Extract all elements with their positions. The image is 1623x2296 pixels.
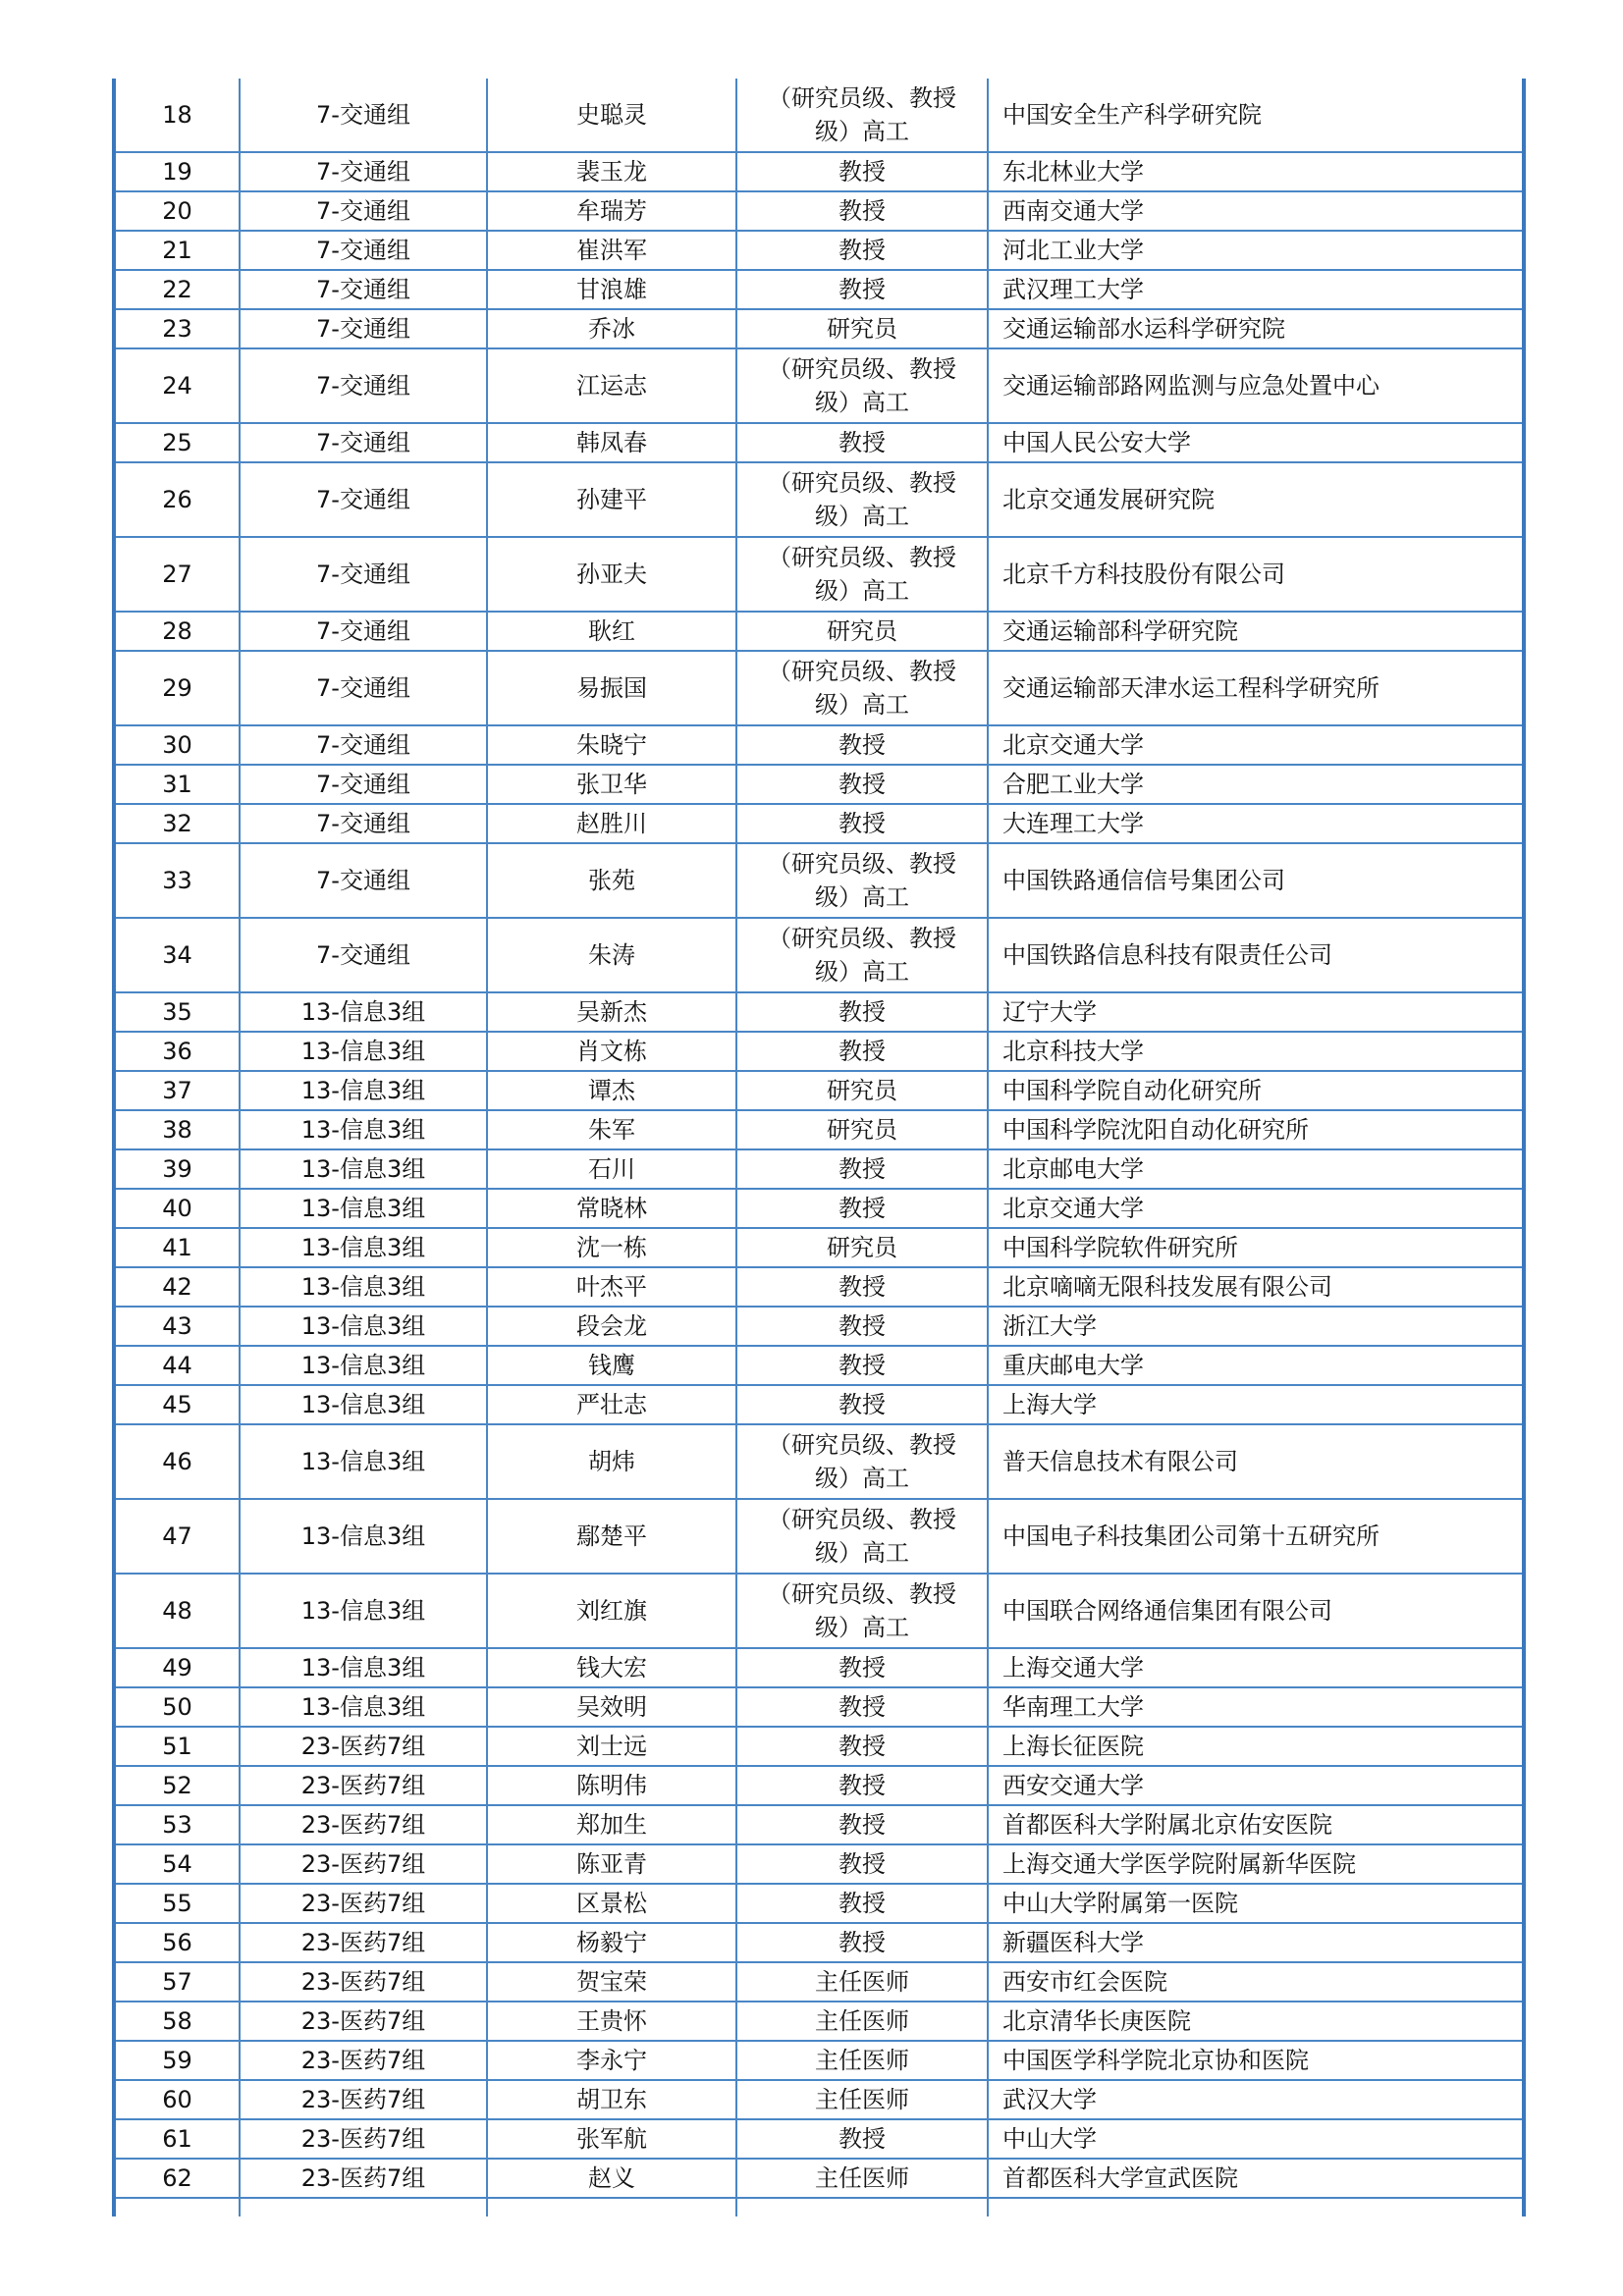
cell-title: （研究员级、教授级）高工: [736, 79, 988, 152]
cell-index: 24: [114, 348, 240, 423]
cell-name: 吴效明: [487, 1687, 736, 1727]
cell-organization: 东北林业大学: [988, 152, 1524, 191]
cell-index: 51: [114, 1727, 240, 1766]
cell-title: 主任医师: [736, 2041, 988, 2080]
cell-name: 钱大宏: [487, 1648, 736, 1687]
table-row: [114, 1424, 1524, 1499]
cell-group: 23-医药7组: [240, 2002, 487, 2041]
cell-name: 胡炜: [487, 1424, 736, 1499]
cell-organization: 北京交通大学: [988, 725, 1524, 765]
cell-group: 23-医药7组: [240, 1805, 487, 1844]
cell-title: 教授: [736, 1189, 988, 1228]
cell-index: 45: [114, 1385, 240, 1424]
cell-title: 教授: [736, 725, 988, 765]
cell-group: 13-信息3组: [240, 992, 487, 1032]
empty-cell: [114, 2198, 240, 2216]
cell-name: 孙建平: [487, 462, 736, 537]
cell-title: 教授: [736, 1385, 988, 1424]
cell-title: 教授: [736, 1923, 988, 1962]
expert-table-body: [114, 79, 1524, 2216]
table-row: [114, 1346, 1524, 1385]
table-row: [114, 1962, 1524, 2002]
cell-group: 23-医药7组: [240, 2041, 487, 2080]
cell-organization: 上海交通大学医学院附属新华医院: [988, 1844, 1524, 1884]
cell-name: 赵义: [487, 2159, 736, 2198]
cell-name: 江运志: [487, 348, 736, 423]
cell-name: 刘红旗: [487, 1574, 736, 1648]
cell-title: 教授: [736, 1307, 988, 1346]
cell-organization: 中国联合网络通信集团有限公司: [988, 1574, 1524, 1648]
cell-group: 13-信息3组: [240, 1687, 487, 1727]
cell-name: 常晓林: [487, 1189, 736, 1228]
cell-index: 43: [114, 1307, 240, 1346]
cell-organization: 中国铁路通信信号集团公司: [988, 843, 1524, 918]
cell-organization: 北京千方科技股份有限公司: [988, 537, 1524, 612]
cell-group: 13-信息3组: [240, 1228, 487, 1267]
cell-name: 刘士远: [487, 1727, 736, 1766]
cell-title: 教授: [736, 1149, 988, 1189]
cell-name: 裴玉龙: [487, 152, 736, 191]
table-row: [114, 992, 1524, 1032]
cell-title: 教授: [736, 191, 988, 231]
table-row: [114, 1884, 1524, 1923]
cell-name: 胡卫东: [487, 2080, 736, 2119]
table-row: [114, 2080, 1524, 2119]
cell-group: 7-交通组: [240, 191, 487, 231]
cell-organization: 北京科技大学: [988, 1032, 1524, 1071]
table-row: [114, 1385, 1524, 1424]
cell-name: 朱晓宁: [487, 725, 736, 765]
cell-index: 56: [114, 1923, 240, 1962]
cell-organization: 上海交通大学: [988, 1648, 1524, 1687]
cell-name: 谭杰: [487, 1071, 736, 1110]
cell-name: 鄢楚平: [487, 1499, 736, 1574]
cell-index: 39: [114, 1149, 240, 1189]
cell-name: 吴新杰: [487, 992, 736, 1032]
cell-name: 陈明伟: [487, 1766, 736, 1805]
cell-name: 易振国: [487, 651, 736, 725]
cell-index: 55: [114, 1884, 240, 1923]
cell-title: 教授: [736, 1805, 988, 1844]
empty-cell: [736, 2198, 988, 2216]
cell-name: 朱军: [487, 1110, 736, 1149]
cell-title: 研究员: [736, 1110, 988, 1149]
cell-title: 研究员: [736, 1228, 988, 1267]
cell-title: 教授: [736, 1648, 988, 1687]
cell-title: 教授: [736, 804, 988, 843]
cell-index: 62: [114, 2159, 240, 2198]
table-row: [114, 1766, 1524, 1805]
cell-name: 叶杰平: [487, 1267, 736, 1307]
table-row: [114, 1267, 1524, 1307]
cell-name: 孙亚夫: [487, 537, 736, 612]
cell-title: 教授: [736, 1687, 988, 1727]
cell-group: 13-信息3组: [240, 1189, 487, 1228]
cell-index: 42: [114, 1267, 240, 1307]
table-row: [114, 2159, 1524, 2198]
cell-organization: 武汉理工大学: [988, 270, 1524, 309]
cell-group: 7-交通组: [240, 423, 487, 462]
cell-name: 崔洪军: [487, 231, 736, 270]
cell-group: 7-交通组: [240, 725, 487, 765]
cell-group: 7-交通组: [240, 462, 487, 537]
cell-group: 23-医药7组: [240, 1962, 487, 2002]
cell-index: 52: [114, 1766, 240, 1805]
cell-organization: 北京交通大学: [988, 1189, 1524, 1228]
cell-group: 7-交通组: [240, 765, 487, 804]
cell-title: 主任医师: [736, 1962, 988, 2002]
cell-index: 49: [114, 1648, 240, 1687]
cell-organization: 交通运输部天津水运工程科学研究所: [988, 651, 1524, 725]
table-row: [114, 1687, 1524, 1727]
cell-index: 61: [114, 2119, 240, 2159]
table-row: [114, 1071, 1524, 1110]
cell-index: 47: [114, 1499, 240, 1574]
cell-group: 13-信息3组: [240, 1574, 487, 1648]
table-row: [114, 462, 1524, 537]
cell-organization: 西安交通大学: [988, 1766, 1524, 1805]
cell-name: 张苑: [487, 843, 736, 918]
table-row: [114, 1228, 1524, 1267]
cell-title: （研究员级、教授级）高工: [736, 537, 988, 612]
cell-name: 朱涛: [487, 918, 736, 992]
cell-title: 教授: [736, 1267, 988, 1307]
cell-name: 牟瑞芳: [487, 191, 736, 231]
cell-name: 钱鹰: [487, 1346, 736, 1385]
expert-table: [112, 79, 1526, 2216]
cell-group: 13-信息3组: [240, 1071, 487, 1110]
cell-index: 29: [114, 651, 240, 725]
cell-organization: 首都医科大学宣武医院: [988, 2159, 1524, 2198]
cell-organization: 交通运输部科学研究院: [988, 612, 1524, 651]
cell-index: 37: [114, 1071, 240, 1110]
cell-group: 23-医药7组: [240, 2159, 487, 2198]
cell-index: 27: [114, 537, 240, 612]
table-row: [114, 765, 1524, 804]
cell-group: 23-医药7组: [240, 1844, 487, 1884]
cell-index: 40: [114, 1189, 240, 1228]
cell-group: 13-信息3组: [240, 1307, 487, 1346]
cell-name: 王贵怀: [487, 2002, 736, 2041]
cell-group: 7-交通组: [240, 804, 487, 843]
table-row: [114, 1110, 1524, 1149]
table-row: [114, 1805, 1524, 1844]
table-row: [114, 2041, 1524, 2080]
cell-name: 沈一栋: [487, 1228, 736, 1267]
cell-group: 13-信息3组: [240, 1149, 487, 1189]
cell-title: 研究员: [736, 309, 988, 348]
cell-index: 23: [114, 309, 240, 348]
cell-organization: 交通运输部水运科学研究院: [988, 309, 1524, 348]
cell-index: 21: [114, 231, 240, 270]
cell-title: （研究员级、教授级）高工: [736, 1499, 988, 1574]
cell-organization: 合肥工业大学: [988, 765, 1524, 804]
cell-group: 7-交通组: [240, 843, 487, 918]
table-row: [114, 1149, 1524, 1189]
cell-index: 31: [114, 765, 240, 804]
cell-organization: 浙江大学: [988, 1307, 1524, 1346]
cell-organization: 华南理工大学: [988, 1687, 1524, 1727]
cell-index: 60: [114, 2080, 240, 2119]
cell-title: 主任医师: [736, 2080, 988, 2119]
cell-name: 段会龙: [487, 1307, 736, 1346]
cell-title: 教授: [736, 1844, 988, 1884]
cell-index: 22: [114, 270, 240, 309]
cell-group: 13-信息3组: [240, 1032, 487, 1071]
cell-title: 教授: [736, 1032, 988, 1071]
cell-index: 25: [114, 423, 240, 462]
cell-title: （研究员级、教授级）高工: [736, 1574, 988, 1648]
cell-name: 耿红: [487, 612, 736, 651]
table-row: [114, 804, 1524, 843]
cell-title: 教授: [736, 992, 988, 1032]
cell-index: 57: [114, 1962, 240, 2002]
table-row: [114, 2119, 1524, 2159]
cell-organization: 首都医科大学附属北京佑安医院: [988, 1805, 1524, 1844]
cell-organization: 中山大学附属第一医院: [988, 1884, 1524, 1923]
cell-organization: 中国科学院沈阳自动化研究所: [988, 1110, 1524, 1149]
cell-name: 陈亚青: [487, 1844, 736, 1884]
cell-title: 教授: [736, 1884, 988, 1923]
cell-index: 48: [114, 1574, 240, 1648]
cell-organization: 新疆医科大学: [988, 1923, 1524, 1962]
cell-organization: 中国医学科学院北京协和医院: [988, 2041, 1524, 2080]
cell-organization: 西安市红会医院: [988, 1962, 1524, 2002]
cell-group: 7-交通组: [240, 651, 487, 725]
cell-index: 38: [114, 1110, 240, 1149]
cell-organization: 北京清华长庚医院: [988, 2002, 1524, 2041]
table-row: [114, 1574, 1524, 1648]
cell-name: 李永宁: [487, 2041, 736, 2080]
cell-name: 区景松: [487, 1884, 736, 1923]
cell-title: （研究员级、教授级）高工: [736, 918, 988, 992]
cell-organization: 中国铁路信息科技有限责任公司: [988, 918, 1524, 992]
cell-organization: 上海长征医院: [988, 1727, 1524, 1766]
table-row: [114, 270, 1524, 309]
cell-group: 23-医药7组: [240, 1727, 487, 1766]
cell-title: 教授: [736, 423, 988, 462]
cell-organization: 普天信息技术有限公司: [988, 1424, 1524, 1499]
table-row: [114, 612, 1524, 651]
table-row: [114, 423, 1524, 462]
cell-index: 50: [114, 1687, 240, 1727]
cell-name: 史聪灵: [487, 79, 736, 152]
table-row: [114, 1189, 1524, 1228]
cell-group: 13-信息3组: [240, 1110, 487, 1149]
cell-name: 韩凤春: [487, 423, 736, 462]
cell-index: 33: [114, 843, 240, 918]
cell-index: 41: [114, 1228, 240, 1267]
cell-name: 贺宝荣: [487, 1962, 736, 2002]
table-row: [114, 651, 1524, 725]
table-row: [114, 1727, 1524, 1766]
cell-title: 教授: [736, 231, 988, 270]
empty-cell: [988, 2198, 1524, 2216]
cell-title: 主任医师: [736, 2002, 988, 2041]
table-row: [114, 537, 1524, 612]
cell-name: 甘浪雄: [487, 270, 736, 309]
cell-name: 郑加生: [487, 1805, 736, 1844]
cell-title: 主任医师: [736, 2159, 988, 2198]
cell-organization: 大连理工大学: [988, 804, 1524, 843]
table-row: [114, 309, 1524, 348]
cell-name: 杨毅宁: [487, 1923, 736, 1962]
cell-organization: 中国电子科技集团公司第十五研究所: [988, 1499, 1524, 1574]
cell-title: （研究员级、教授级）高工: [736, 651, 988, 725]
cell-title: 教授: [736, 1727, 988, 1766]
cell-index: 32: [114, 804, 240, 843]
table-row: [114, 2002, 1524, 2041]
cell-group: 7-交通组: [240, 918, 487, 992]
cell-organization: 上海大学: [988, 1385, 1524, 1424]
table-row: [114, 152, 1524, 191]
cell-index: 44: [114, 1346, 240, 1385]
table-row: [114, 843, 1524, 918]
cell-group: 7-交通组: [240, 231, 487, 270]
cell-title: 教授: [736, 765, 988, 804]
cell-index: 59: [114, 2041, 240, 2080]
cell-name: 肖文栋: [487, 1032, 736, 1071]
cell-index: 18: [114, 79, 240, 152]
cell-organization: 交通运输部路网监测与应急处置中心: [988, 348, 1524, 423]
cell-title: 研究员: [736, 1071, 988, 1110]
cell-index: 26: [114, 462, 240, 537]
cell-organization: 北京交通发展研究院: [988, 462, 1524, 537]
cell-organization: 武汉大学: [988, 2080, 1524, 2119]
table-row: [114, 231, 1524, 270]
cell-group: 13-信息3组: [240, 1385, 487, 1424]
cell-group: 7-交通组: [240, 348, 487, 423]
cell-title: 教授: [736, 1766, 988, 1805]
table-row: [114, 1307, 1524, 1346]
cell-title: （研究员级、教授级）高工: [736, 843, 988, 918]
table-row: [114, 1499, 1524, 1574]
cell-index: 19: [114, 152, 240, 191]
table-row: [114, 725, 1524, 765]
cell-name: 张卫华: [487, 765, 736, 804]
cell-title: 教授: [736, 152, 988, 191]
expert-table-container: [112, 79, 1522, 2216]
cell-index: 46: [114, 1424, 240, 1499]
table-row: [114, 348, 1524, 423]
cell-title: 教授: [736, 2119, 988, 2159]
cell-group: 7-交通组: [240, 79, 487, 152]
cell-organization: 重庆邮电大学: [988, 1346, 1524, 1385]
cell-group: 7-交通组: [240, 270, 487, 309]
table-row: [114, 191, 1524, 231]
cell-index: 30: [114, 725, 240, 765]
cell-group: 7-交通组: [240, 152, 487, 191]
cell-group: 23-医药7组: [240, 2119, 487, 2159]
table-row-continuation: [114, 2198, 1524, 2216]
cell-group: 13-信息3组: [240, 1346, 487, 1385]
cell-index: 54: [114, 1844, 240, 1884]
cell-group: 13-信息3组: [240, 1424, 487, 1499]
cell-name: 严壮志: [487, 1385, 736, 1424]
cell-group: 13-信息3组: [240, 1648, 487, 1687]
cell-index: 34: [114, 918, 240, 992]
cell-organization: 中国科学院软件研究所: [988, 1228, 1524, 1267]
cell-index: 20: [114, 191, 240, 231]
cell-group: 13-信息3组: [240, 1499, 487, 1574]
table-row: [114, 1032, 1524, 1071]
cell-index: 53: [114, 1805, 240, 1844]
cell-index: 28: [114, 612, 240, 651]
cell-group: 23-医药7组: [240, 1766, 487, 1805]
empty-cell: [487, 2198, 736, 2216]
table-row: [114, 1923, 1524, 1962]
cell-organization: 北京邮电大学: [988, 1149, 1524, 1189]
cell-index: 36: [114, 1032, 240, 1071]
empty-cell: [240, 2198, 487, 2216]
cell-organization: 中国科学院自动化研究所: [988, 1071, 1524, 1110]
cell-index: 58: [114, 2002, 240, 2041]
table-row: [114, 918, 1524, 992]
cell-title: （研究员级、教授级）高工: [736, 348, 988, 423]
cell-name: 张军航: [487, 2119, 736, 2159]
cell-title: 研究员: [736, 612, 988, 651]
cell-name: 石川: [487, 1149, 736, 1189]
cell-group: 7-交通组: [240, 309, 487, 348]
cell-group: 23-医药7组: [240, 1884, 487, 1923]
cell-organization: 北京嘀嘀无限科技发展有限公司: [988, 1267, 1524, 1307]
cell-organization: 中国人民公安大学: [988, 423, 1524, 462]
cell-group: 7-交通组: [240, 537, 487, 612]
cell-name: 乔冰: [487, 309, 736, 348]
cell-title: 教授: [736, 1346, 988, 1385]
table-row: [114, 1844, 1524, 1884]
cell-title: 教授: [736, 270, 988, 309]
cell-organization: 河北工业大学: [988, 231, 1524, 270]
cell-title: （研究员级、教授级）高工: [736, 462, 988, 537]
cell-group: 7-交通组: [240, 612, 487, 651]
cell-group: 13-信息3组: [240, 1267, 487, 1307]
cell-name: 赵胜川: [487, 804, 736, 843]
cell-organization: 中山大学: [988, 2119, 1524, 2159]
cell-index: 35: [114, 992, 240, 1032]
cell-group: 23-医药7组: [240, 1923, 487, 1962]
cell-group: 23-医药7组: [240, 2080, 487, 2119]
cell-organization: 辽宁大学: [988, 992, 1524, 1032]
cell-organization: 西南交通大学: [988, 191, 1524, 231]
cell-organization: 中国安全生产科学研究院: [988, 79, 1524, 152]
table-row: [114, 79, 1524, 152]
cell-title: （研究员级、教授级）高工: [736, 1424, 988, 1499]
table-row: [114, 1648, 1524, 1687]
